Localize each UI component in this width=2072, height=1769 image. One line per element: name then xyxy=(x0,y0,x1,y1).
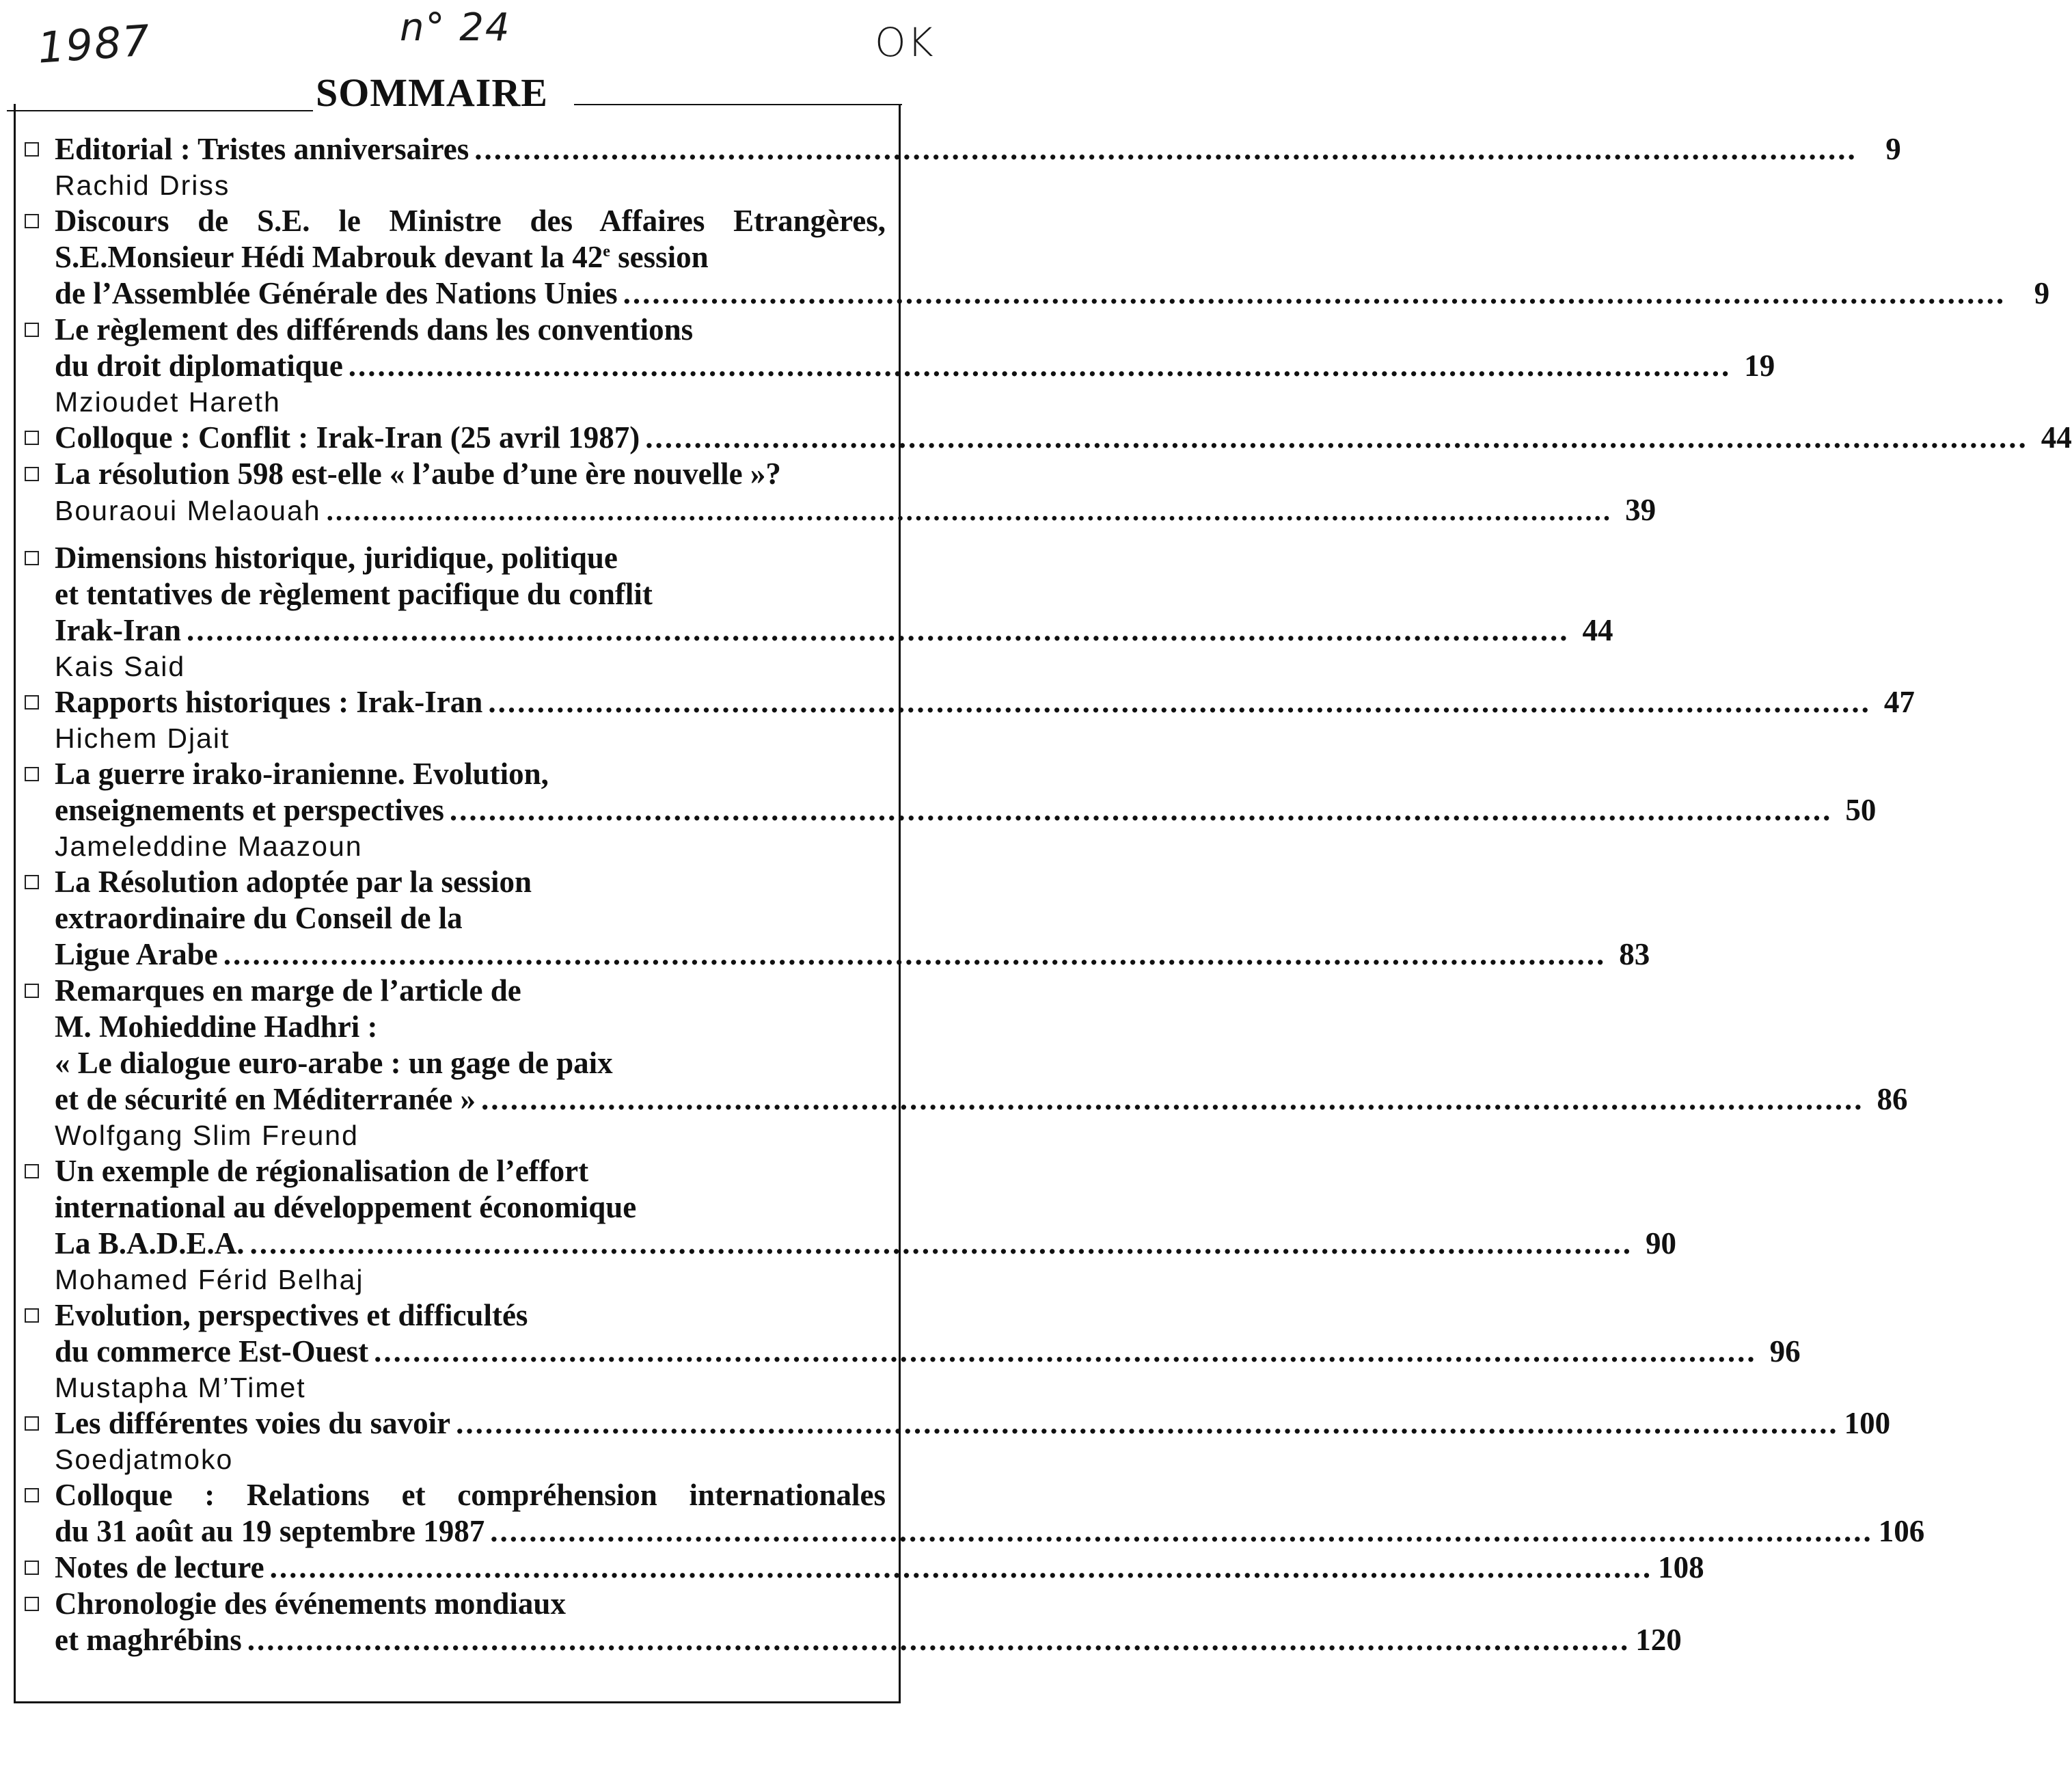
toc-entry-badea xyxy=(25,1153,1677,1297)
checkbox-square-icon xyxy=(25,1416,39,1431)
entry-author: Mustapha M’Timet xyxy=(55,1372,306,1403)
toc-entry-guerre xyxy=(25,756,1877,864)
toc-entry-reglement xyxy=(25,312,1775,420)
entry-title-continued: enseignements et perspectives xyxy=(55,793,444,827)
toc-line xyxy=(25,1297,886,1334)
toc-entry-notes xyxy=(25,1550,1704,1586)
page-number: 90 xyxy=(1646,1226,1677,1260)
handwritten-year: 1987 xyxy=(36,15,153,73)
checkbox-square-icon xyxy=(25,767,39,781)
entry-title-continued: du droit diplomatique xyxy=(55,349,343,383)
checkbox-square-icon xyxy=(25,875,39,889)
toc-line xyxy=(25,1081,1908,1118)
toc-line xyxy=(25,1622,1682,1658)
entry-author: Wolfgang Slim Freund xyxy=(55,1120,359,1151)
entry-author: Mzioudet Hareth xyxy=(55,386,281,418)
toc-entry-chronologie xyxy=(25,1586,1682,1658)
toc-line xyxy=(25,1009,886,1045)
toc-line xyxy=(25,239,886,275)
entry-title-continued: de l’Assemblée Générale des Nations Unies xyxy=(55,276,618,310)
toc-line xyxy=(25,420,2072,456)
page-number: 50 xyxy=(1845,793,1877,827)
toc-entry-savoir xyxy=(25,1405,1891,1477)
toc-line xyxy=(25,576,886,612)
dot-leader: .............................................................................................................................................. xyxy=(645,420,2028,455)
toc-line xyxy=(25,1189,886,1226)
dot-leader: .............................................................................................................................................. xyxy=(187,613,1570,647)
page-number: 47 xyxy=(1883,685,1915,719)
entry-author: Mohamed Férid Belhaj xyxy=(55,1264,364,1295)
dot-leader: .............................................................................................................................................. xyxy=(269,1550,1653,1584)
toc-entry-dimensions xyxy=(25,540,1613,684)
toc-entry-remarques xyxy=(25,973,1908,1153)
dot-leader: .............................................................................................................................................. xyxy=(474,132,1857,166)
toc-entry-colloque-relations xyxy=(25,1477,1925,1550)
entry-title: Evolution, perspectives et difficultés xyxy=(55,1298,528,1332)
entry-author: Jameleddine Maazoun xyxy=(55,831,363,862)
entry-title: Colloque : Relations et compréhension internationales xyxy=(55,1478,886,1512)
toc-entry-rapports xyxy=(25,684,1915,756)
entry-title: Rapports historiques : Irak-Iran xyxy=(55,685,483,719)
toc-line xyxy=(25,612,1613,649)
entry-author: Rachid Driss xyxy=(55,170,230,201)
checkbox-square-icon xyxy=(25,1164,39,1178)
entry-title-continued: « Le dialogue euro-arabe : un gage de paix xyxy=(55,1046,613,1080)
toc-line xyxy=(25,1513,1925,1550)
toc-line xyxy=(25,275,2050,312)
page-number: 9 xyxy=(1885,132,1901,166)
toc-entry-editorial xyxy=(25,131,1901,203)
toc-line xyxy=(25,864,886,900)
page-number: 9 xyxy=(2034,276,2050,310)
toc-line xyxy=(25,973,886,1009)
entry-title: Colloque : Conflit : Irak-Iran (25 avril 1987) xyxy=(55,420,640,455)
checkbox-square-icon xyxy=(25,467,39,481)
entry-title-continued: et de sécurité en Méditerranée » xyxy=(55,1082,476,1116)
page-number: 100 xyxy=(1844,1406,1891,1440)
dot-leader: .............................................................................................................................................. xyxy=(449,793,1833,827)
dot-leader: .............................................................................................................................................. xyxy=(348,349,1732,383)
toc-entry-discours xyxy=(25,203,2050,312)
page-number: 39 xyxy=(1625,493,1657,527)
dot-leader: .............................................................................................................................................. xyxy=(623,276,2006,310)
entry-title-continued: du 31 août au 19 septembre 1987 xyxy=(55,1514,485,1548)
dot-leader: .............................................................................................................................................. xyxy=(247,1623,1631,1657)
dot-leader: .............................................................................................................................................. xyxy=(480,1082,1864,1116)
checkbox-square-icon xyxy=(25,431,39,445)
dot-leader: .............................................................................................................................................. xyxy=(374,1334,1757,1368)
entry-author: Hichem Djait xyxy=(55,723,230,754)
entry-title: Dimensions historique, juridique, politique xyxy=(55,541,618,575)
entry-author: Bouraoui Melaouah xyxy=(55,495,321,526)
entry-title-continued: La B.A.D.E.A. xyxy=(55,1226,245,1260)
toc-line xyxy=(25,1550,1704,1586)
entry-title: Editorial : Tristes anniversaires xyxy=(55,132,469,166)
page-number: 120 xyxy=(1635,1623,1682,1657)
toc-entry-resolution-598 xyxy=(25,456,1657,528)
entry-title-continued: et tentatives de règlement pacifique du conflit xyxy=(55,577,653,611)
toc-entry-colloque-irak-iran xyxy=(25,420,2072,456)
checkbox-square-icon xyxy=(25,1488,39,1502)
entry-title-continued: session xyxy=(610,240,709,274)
entry-title: Notes de lecture xyxy=(55,1550,264,1584)
toc-entry-commerce xyxy=(25,1297,1801,1405)
entry-title-continued: Irak-Iran xyxy=(55,613,182,647)
handwritten-ok-mark: OK xyxy=(875,19,935,66)
entry-title-continued: Ligue Arabe xyxy=(55,937,218,971)
page-number: 86 xyxy=(1877,1082,1908,1116)
entry-title: Remarques en marge de l’article de xyxy=(55,973,521,1008)
entry-title-continued: du commerce Est-Ouest xyxy=(55,1334,369,1368)
toc-entry-resolution-ligue xyxy=(25,864,1650,973)
checkbox-square-icon xyxy=(25,214,39,228)
toc-line xyxy=(25,900,886,936)
toc-line xyxy=(25,684,1915,720)
page-number: 44 xyxy=(2041,420,2072,455)
entry-author: Kais Said xyxy=(55,651,186,682)
dot-leader: .............................................................................................................................................. xyxy=(488,685,1871,719)
table-of-contents xyxy=(25,131,2072,1658)
checkbox-square-icon xyxy=(25,551,39,565)
checkbox-square-icon xyxy=(25,1597,39,1611)
toc-line xyxy=(25,1477,886,1513)
page-number: 106 xyxy=(1878,1514,1925,1548)
entry-title: La résolution 598 est-elle « l’aube d’une ère nouvelle »? xyxy=(55,457,781,491)
toc-line xyxy=(25,756,886,792)
toc-line xyxy=(25,540,886,576)
entry-title-continued: international au développement économique xyxy=(55,1190,637,1224)
entry-author-line xyxy=(25,492,1657,528)
toc-line xyxy=(25,1334,1801,1370)
checkbox-square-icon xyxy=(25,1561,39,1575)
toc-line xyxy=(25,1045,886,1081)
toc-line xyxy=(25,348,1775,384)
entry-title: Discours de S.E. le Ministre des Affaires Etrangères, xyxy=(55,204,886,238)
entry-title: Un exemple de régionalisation de l’effort xyxy=(55,1154,589,1188)
dot-leader: .............................................................................................................................................. xyxy=(223,937,1607,971)
checkbox-square-icon xyxy=(25,695,39,710)
superscript: e xyxy=(603,243,610,260)
page-number: 19 xyxy=(1744,349,1775,383)
toc-line xyxy=(25,203,886,239)
toc-line xyxy=(25,312,886,348)
toc-line xyxy=(25,792,1877,828)
entry-title-continued: extraordinaire du Conseil de la xyxy=(55,901,463,935)
page-number: 96 xyxy=(1769,1334,1801,1368)
entry-title-continued: M. Mohieddine Hadhri : xyxy=(55,1010,378,1044)
entry-author: Soedjatmoko xyxy=(55,1444,234,1475)
entry-title: Chronologie des événements mondiaux xyxy=(55,1586,566,1621)
dot-leader: .............................................................................................................................................. xyxy=(490,1514,1873,1548)
entry-title: Les différentes voies du savoir xyxy=(55,1406,451,1440)
dot-leader: .............................................................................................................................................. xyxy=(326,495,1613,526)
dot-leader: .............................................................................................................................................. xyxy=(249,1226,1633,1260)
dot-leader: .............................................................................................................................................. xyxy=(456,1406,1839,1440)
page-title: SOMMAIRE xyxy=(316,70,548,115)
toc-line xyxy=(25,936,1650,973)
toc-line xyxy=(25,1405,1891,1442)
entry-title-continued: S.E.Monsieur Hédi Mabrouk devant la 42 xyxy=(55,240,603,274)
toc-line xyxy=(25,1586,886,1622)
entry-title: La Résolution adoptée par la session xyxy=(55,865,532,899)
checkbox-square-icon xyxy=(25,984,39,998)
checkbox-square-icon xyxy=(25,1308,39,1323)
entry-title: Le règlement des différends dans les conventions xyxy=(55,312,694,347)
page-number: 108 xyxy=(1658,1550,1704,1584)
toc-line xyxy=(25,131,1901,167)
checkbox-square-icon xyxy=(25,142,39,157)
toc-line xyxy=(25,456,886,492)
page-number: 83 xyxy=(1619,937,1650,971)
toc-line xyxy=(25,1153,886,1189)
handwritten-issue-number: n° 24 xyxy=(400,5,511,50)
toc-line xyxy=(25,1226,1677,1262)
page-number: 44 xyxy=(1582,613,1613,647)
entry-title-continued: et maghrébins xyxy=(55,1623,242,1657)
entry-title: La guerre irako-iranienne. Evolution, xyxy=(55,757,549,791)
checkbox-square-icon xyxy=(25,323,39,337)
